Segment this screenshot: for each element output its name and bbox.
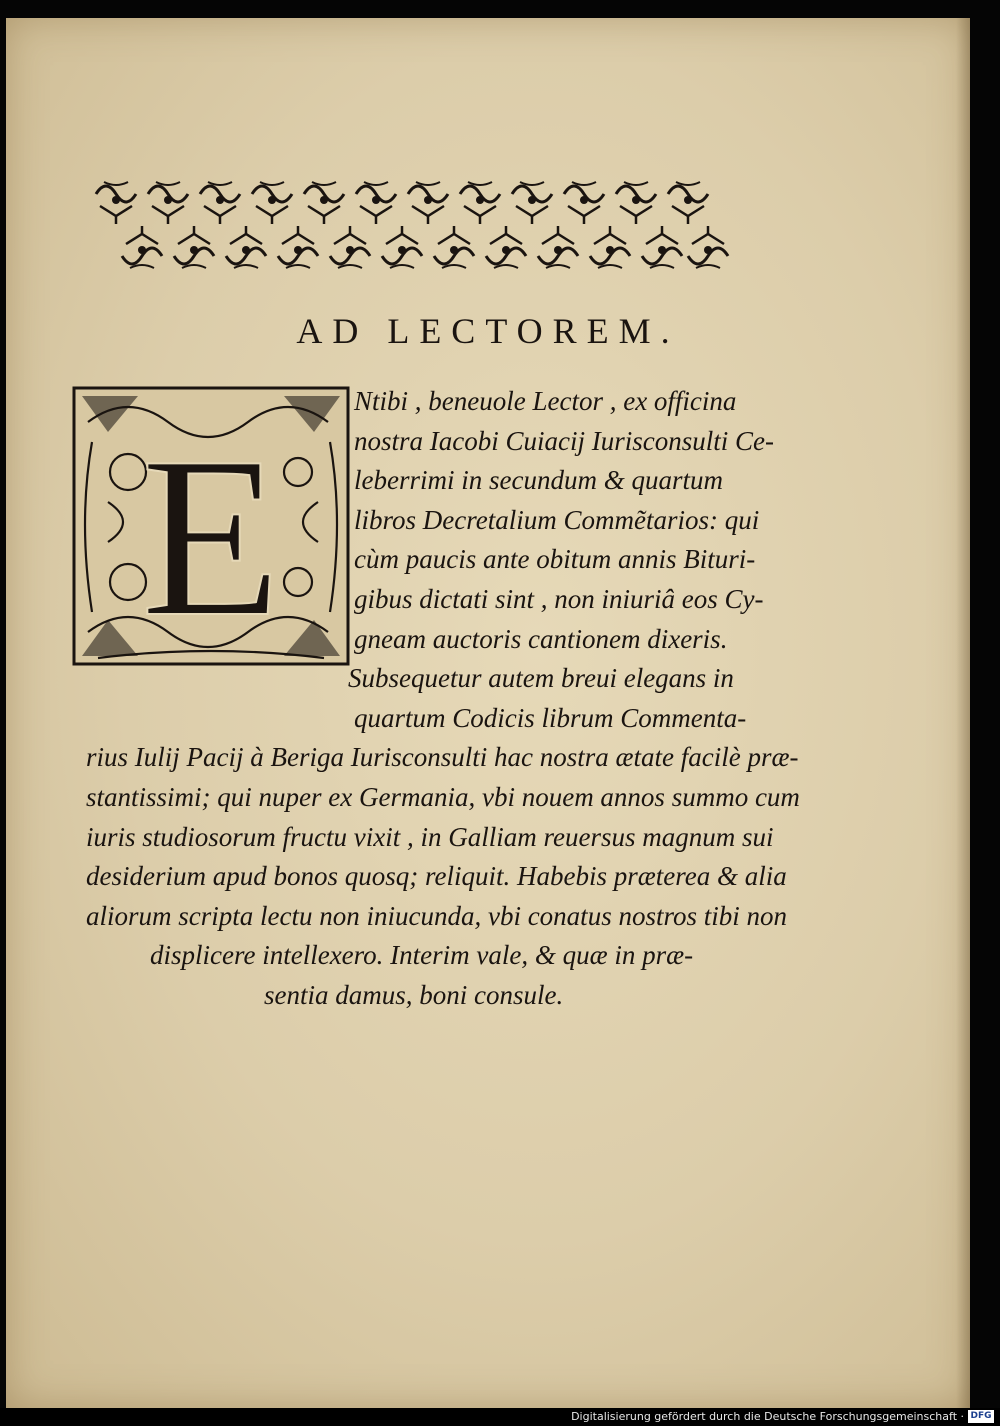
text-line: gibus dictati sint , non iniuriâ eos Cy-: [354, 584, 764, 614]
text-line: desiderium apud bonos quosq; reliquit. Habebis præterea & alia: [86, 861, 787, 892]
book-page: [6, 18, 970, 1408]
footer-credit: Digitalisierung gefördert durch die Deutsche Forschungsgemeinschaft ·: [571, 1410, 964, 1423]
text-line: rius Iulij Pacij à Beriga Iurisconsulti hac nostra ætate facilè præ-: [86, 742, 799, 773]
text-line: nostra Iacobi Cuiacij Iurisconsulti Ce-: [354, 425, 774, 456]
text-line: iuris studiosorum fructu vixit , in Galliam reuersus magnum sui: [86, 821, 774, 852]
initial-letter: E: [140, 409, 282, 664]
page-title: AD LECTOREM.: [296, 311, 680, 351]
text-line: libros Decretalium Commẽtarios: qui: [354, 504, 760, 535]
decorated-initial: [68, 382, 354, 670]
page-edge-shadow: [956, 18, 970, 1408]
dfg-logo[interactable]: DFG: [968, 1410, 994, 1423]
text-line: gneam auctoris cantionem dixeris.: [354, 623, 728, 654]
text-line: cùm paucis ante obitum annis Bituri-: [354, 544, 756, 575]
text-line: leberrimi in secundum & quartum: [354, 465, 723, 496]
ornament-band: [90, 176, 736, 274]
text-line: sentia damus, boni consule.: [264, 980, 564, 1010]
text-line: Subsequetur autem breui elegans in: [348, 663, 734, 694]
text-line: aliorum scripta lectu non iniucunda, vbi conatus nostros tibi non: [86, 900, 787, 931]
text-line: displicere intellexero. Interim vale, & quæ in præ-: [150, 940, 694, 971]
text-line: quartum Codicis librum Commenta-: [354, 702, 747, 733]
footer-bar: [0, 1408, 1000, 1426]
text-line: stantissimi; qui nuper ex Germania, vbi nouem annos summo cum: [86, 782, 800, 812]
text-line: Ntibi , beneuole Lector , ex officina: [354, 386, 737, 416]
